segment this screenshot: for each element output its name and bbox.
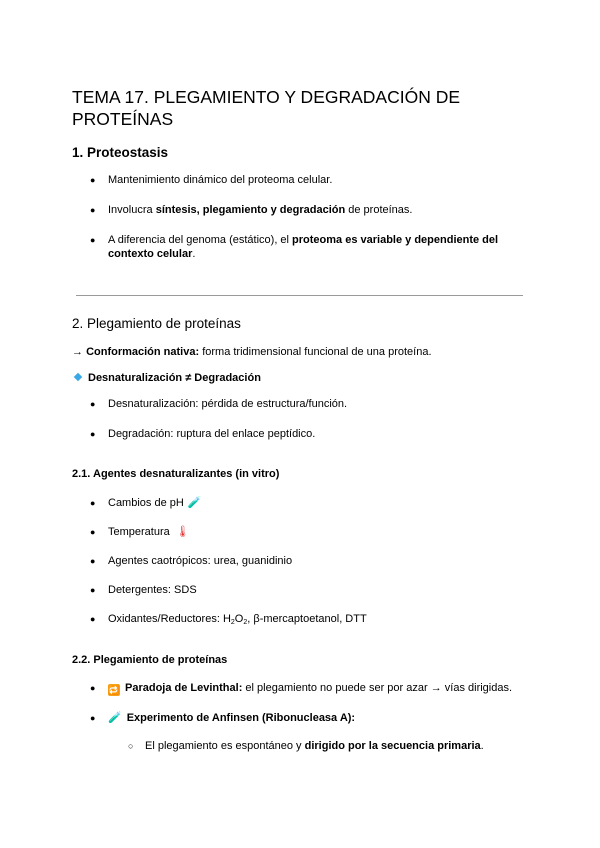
repeat-icon: 🔁	[108, 685, 120, 695]
bullet: ●	[90, 399, 96, 409]
bullet: ●	[90, 205, 96, 215]
text-segment: O	[234, 613, 244, 625]
list-item	[108, 612, 528, 630]
list-item: Degradación: ruptura del enlace peptídico.	[108, 428, 316, 440]
text-segment: .	[192, 248, 196, 260]
list-item: Desnaturalización: pérdida de estructura/función.	[108, 398, 348, 410]
text-segment: forma tridimensional funcional de una proteína.	[199, 346, 432, 358]
native-definition	[72, 345, 432, 359]
text-segment: .	[480, 740, 484, 752]
text-segment: Involucra	[108, 204, 156, 216]
sub-list-item	[145, 739, 545, 753]
text-segment: , β-mercaptoetanol, DTT	[247, 613, 367, 625]
bullet: ●	[90, 429, 96, 439]
list-item: Agentes caotrópicos: urea, guanidinio	[108, 555, 293, 567]
list-item	[108, 233, 508, 261]
page-title: TEMA 17. PLEGAMIENTO Y DEGRADACIÓN DE PROTEÍNAS	[72, 87, 461, 129]
section-2-heading: 2. Plegamiento de proteínas	[72, 316, 241, 331]
sub-bullet: ○	[128, 741, 134, 751]
bullet: ●	[90, 713, 96, 723]
text-segment: Oxidantes/Reductores: H	[108, 613, 231, 625]
bold-text: síntesis, plegamiento y degradación	[155, 204, 346, 216]
section-1-heading: 1. Proteostasis	[72, 145, 169, 160]
bullet: ●	[90, 556, 96, 566]
diamond-icon	[74, 373, 82, 381]
text-segment: el plegamiento no puede ser por azar → vías dirigidas.	[242, 682, 513, 694]
thermometer-icon: 🌡	[175, 526, 190, 538]
text-segment: de proteínas.	[345, 204, 413, 216]
text-segment: Temperatura	[108, 526, 170, 538]
bullet: ●	[90, 175, 96, 185]
text-segment: A diferencia del genoma (estático), el	[108, 234, 293, 246]
list-item	[108, 203, 528, 217]
bold-text: proteoma es variable y dependiente del contexto celular	[108, 234, 499, 260]
bold-text: Desnaturalización ≠ Degradación	[88, 372, 261, 384]
list-item	[108, 681, 528, 696]
section-2-2-heading: 2.2. Plegamiento de proteínas	[72, 654, 228, 666]
list-item	[108, 496, 528, 510]
list-item	[108, 711, 528, 725]
bold-text: Experimento de Anfinsen (Ribonucleasa A):	[126, 712, 356, 724]
text-segment: El plegamiento es espontáneo y	[145, 740, 305, 752]
subscript: 2	[230, 619, 235, 626]
arrow-icon: →	[72, 346, 83, 358]
bold-text: dirigido por la secuencia primaria	[304, 740, 481, 752]
subscript: 2	[243, 619, 248, 626]
bullet: ●	[90, 585, 96, 595]
section-2-1-heading: 2.1. Agentes desnaturalizantes (in vitro)	[72, 468, 280, 480]
list-item: Detergentes: SDS	[108, 584, 197, 596]
text-segment: Cambios de pH	[108, 497, 184, 509]
bold-text: Conformación nativa:	[86, 346, 200, 358]
test-tube-icon: 🧪	[187, 497, 202, 509]
bullet: ●	[90, 498, 96, 508]
list-item	[108, 525, 528, 539]
list-item: Mantenimiento dinámico del proteoma celular.	[108, 174, 333, 186]
denaturation-heading	[72, 371, 261, 385]
bullet: ●	[90, 614, 96, 624]
bullet: ●	[90, 235, 96, 245]
bold-text: Paradoja de Levinthal:	[125, 682, 243, 694]
bullet: ●	[90, 683, 96, 693]
divider	[76, 295, 523, 296]
bullet: ●	[90, 527, 96, 537]
test-tube-icon: 🧪	[108, 712, 122, 724]
